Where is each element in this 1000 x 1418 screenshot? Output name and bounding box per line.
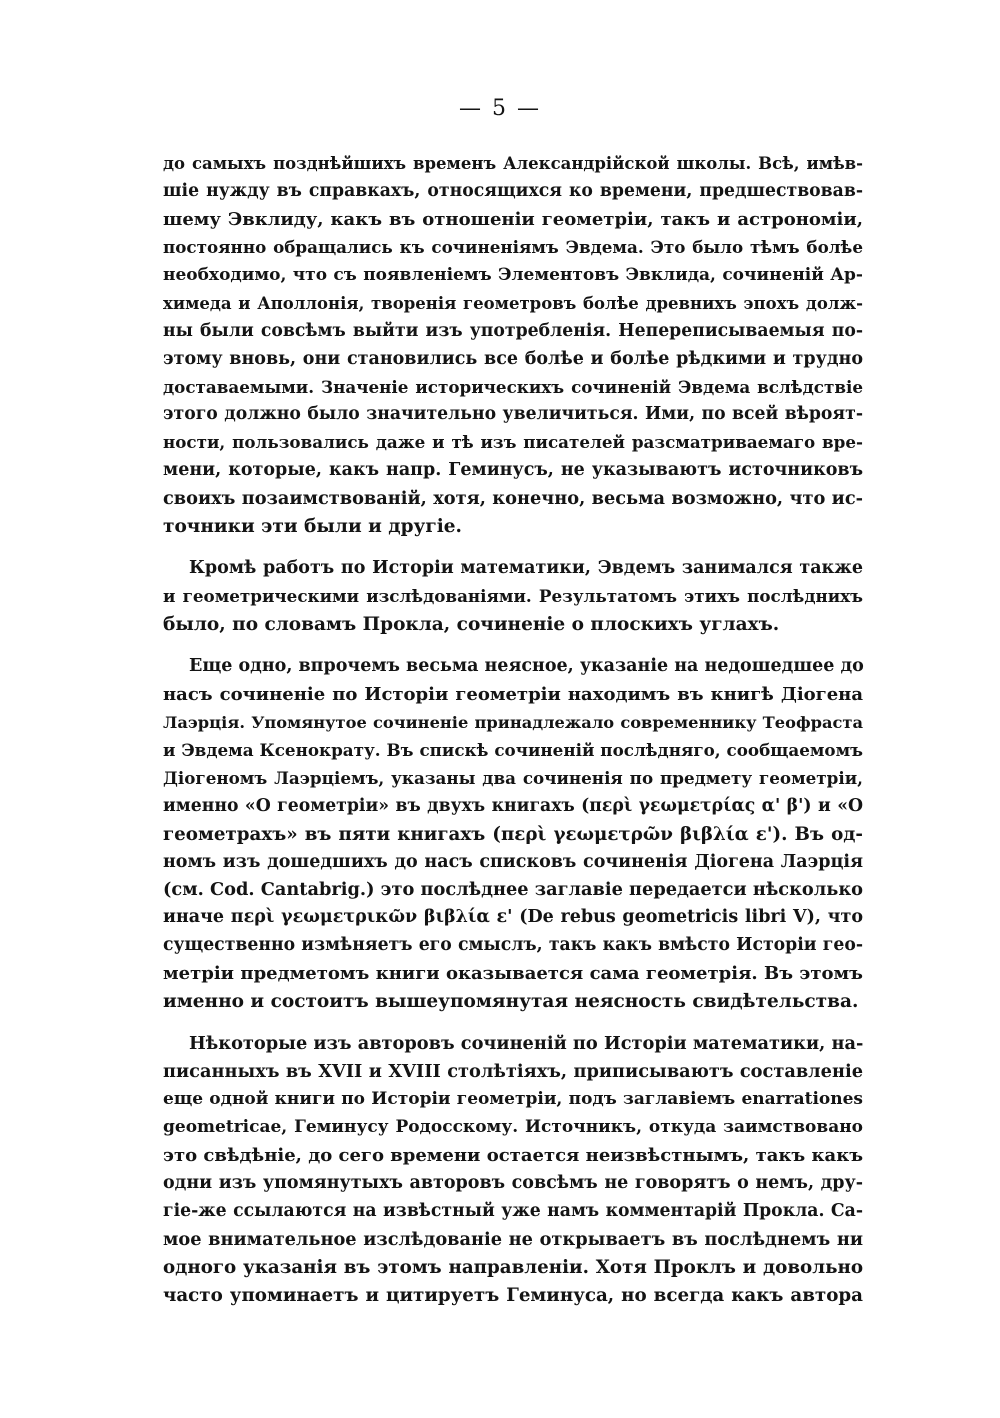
paragraph-3 <box>163 653 863 1016</box>
text-line: именно и состоитъ вышеупомянутая неясность свидѣтельства. <box>163 991 859 1013</box>
text-line: Еще одно, впрочемъ весьма неясное, указаніе на недошедшее до <box>189 655 864 676</box>
text-line: еще одной книги по Исторіи геометріи, подъ заглавіемъ enarrationes <box>163 1089 863 1109</box>
text-line: было, по словамъ Прокла, сочиненіе о плоскихъ углахъ. <box>163 614 780 635</box>
text-line: метріи предметомъ книги оказывается сама геометрія. Въ этомъ <box>163 963 863 985</box>
text-line: это свѣдѣніе, до сего времени остается неизвѣстнымъ, такъ какъ <box>163 1144 863 1166</box>
text-line: именно «О геометріи» въ двухъ книгахъ (περὶ γεωμετρίας α' β') и «О <box>163 795 863 816</box>
paragraph-4 <box>163 1030 863 1309</box>
body-text <box>163 150 863 1310</box>
text-line: необходимо, что съ появленіемъ Элементовъ Эвклида, сочиненій Ар- <box>163 264 863 285</box>
text-line: этого должно было значительно увеличиться. Ими, по всей вѣроят- <box>163 404 863 425</box>
text-line: писанныхъ въ XVII и XVIII столѣтіяхъ, приписываютъ составленіе <box>163 1061 863 1083</box>
text-line: мое внимательное изслѣдованіе не открываетъ въ послѣднемъ ни <box>163 1228 863 1250</box>
page-number: — 5 — <box>459 96 541 121</box>
text-line: Лаэрція. Упомянутое сочиненіе принадлежало современнику Теофраста <box>163 712 863 732</box>
paragraph-1 <box>163 150 863 541</box>
text-line: своихъ позаимствованій, хотя, конечно, весьма возможно, что ис- <box>163 488 863 510</box>
text-line: существенно измѣняетъ его смыслъ, такъ какъ вмѣсто Исторіи гео- <box>163 935 863 956</box>
text-line: ны были совсѣмъ выйти изъ употребленія. Непереписываемыя по- <box>163 320 863 341</box>
text-line: геометрахъ» въ пяти книгахъ (περὶ γεωμετρῶν βιβλία ε'). Въ од- <box>163 823 863 845</box>
text-line: шіе нужду въ справкахъ, относящихся ко времени, предшествовав- <box>163 180 863 201</box>
text-line: номъ изъ дошедшихъ до насъ списковъ сочиненія Діогена Лаэрція <box>163 851 863 872</box>
paragraph-gap <box>163 1016 863 1030</box>
text-line: до самыхъ позднѣйшихъ временъ Александрійской школы. Всѣ, имѣв- <box>163 154 863 173</box>
text-line: постоянно обращались къ сочиненіямъ Эвдема. Это было тѣмъ болѣе <box>163 236 863 257</box>
text-line: Кромѣ работъ по Исторіи математики, Эвдемъ занимался также <box>189 558 863 579</box>
text-line: ности, пользовались даже и тѣ изъ писателей разсматриваемаго вре- <box>163 432 863 453</box>
text-line: гіе-же ссылаются на извѣстный уже намъ комментарій Прокла. Са- <box>163 1200 863 1221</box>
paragraph-2 <box>163 555 863 639</box>
text-line: Діогеномъ Лаэрціемъ, указаны два сочиненія по предмету геометріи, <box>163 767 863 788</box>
text-line: насъ сочиненіе по Исторіи геометріи находимъ въ книгѣ Діогена <box>163 683 863 705</box>
text-line: шему Эвклиду, какъ въ отношеніи геометріи, такъ и астрономіи, <box>163 208 863 230</box>
text-line: (см. Cod. Cantabrig.) это послѣднее заглавіе передаетси нѣсколько <box>163 879 863 901</box>
text-line: Нѣкоторые изъ авторовъ сочиненій по Исторіи математики, на- <box>189 1033 864 1055</box>
text-line: точники эти были и другіе. <box>163 516 462 538</box>
paragraph-gap <box>163 639 863 653</box>
text-line: и геометрическими изслѣдованіями. Результатомъ этихъ послѣднихъ <box>163 586 863 607</box>
text-line: часто упоминаетъ и цитируетъ Геминуса, но всегда какъ автора <box>163 1284 863 1306</box>
paragraph-gap <box>163 541 863 555</box>
text-line: и Эвдема Ксенократу. Въ спискѣ сочиненій послѣдняго, сообщаемомъ <box>163 739 863 760</box>
text-line: одни изъ упомянутыхъ авторовъ совсѣмъ не говорятъ о немъ, дру- <box>163 1172 863 1193</box>
text-line: доставаемыми. Значеніе историческихъ сочиненій Эвдема вслѣдствіе <box>163 376 863 397</box>
text-line: одного указанія въ этомъ направленіи. Хотя Проклъ и довольно <box>163 1256 863 1278</box>
text-line: мени, которые, какъ напр. Геминусъ, не указываютъ источниковъ <box>163 460 863 481</box>
text-line: иначе περὶ γεωμετρικῶν βιβλία ε' (De rebus geometricis libri V), что <box>163 907 863 928</box>
text-line: geometricae, Геминусу Родосскому. Источникъ, откуда заимствовано <box>163 1116 863 1137</box>
text-line: этому вновь, они становились все болѣе и болѣе рѣдкими и трудно <box>163 348 863 369</box>
text-line: химеда и Аполлонія, творенія геометровъ болѣе древнихъ эпохъ долж- <box>163 293 863 313</box>
